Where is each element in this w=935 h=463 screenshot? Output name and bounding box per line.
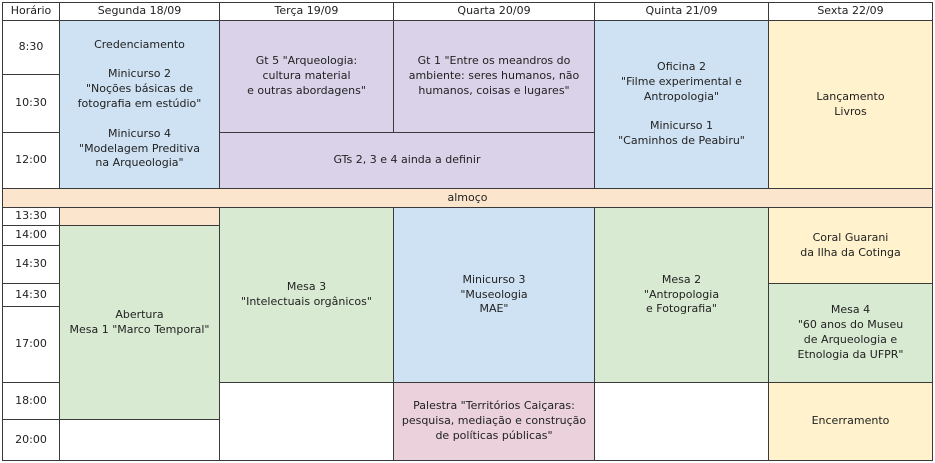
time-slot: 13:30: [2, 207, 60, 226]
event-mesa2: Mesa 2 "Antropologia e Fotografia": [594, 207, 769, 383]
event-closing: Encerramento: [768, 382, 933, 461]
event-mesa4: Mesa 4 "60 anos do Museu de Arqueologia e Etnologia da UFPR": [768, 283, 933, 383]
schedule-table: [2, 2, 933, 461]
empty-cell: [219, 382, 394, 461]
time-slot: 17:00: [2, 306, 60, 383]
time-slot: 10:30: [2, 74, 60, 133]
empty-cell: [59, 419, 220, 461]
event-gts-to-define: GTs 2, 3 e 4 ainda a definir: [219, 132, 595, 189]
time-slot: 14:30: [2, 283, 60, 307]
time-slot: 14:30: [2, 245, 60, 284]
lunch-row: almoço: [2, 188, 933, 208]
event-gt1: Gt 1 "Entre os meandros do ambiente: seres humanos, não humanos, coisas e lugares": [393, 20, 595, 133]
event-gt5: Gt 5 "Arqueologia: cultura material e outras abordagens": [219, 20, 394, 133]
empty-cell: [59, 207, 220, 226]
header-day-tuesday: Terça 19/09: [219, 2, 394, 21]
time-slot: 20:00: [2, 419, 60, 461]
empty-cell: [594, 382, 769, 461]
event-book-launch: Lançamento Livros: [768, 20, 933, 189]
event-minicurso3: Minicurso 3 "Museologia MAE": [393, 207, 595, 383]
time-slot: 14:00: [2, 225, 60, 246]
event-coral-guarani: Coral Guarani da Ilha da Cotinga: [768, 207, 933, 284]
event-monday-morning: Credenciamento Minicurso 2 "Noções básicas de fotografia em estúdio" Minicurso 4 "Modelagem Preditiva na Arqueologia": [59, 20, 220, 189]
event-opening-mesa1: Abertura Mesa 1 "Marco Temporal": [59, 225, 220, 420]
header-day-monday: Segunda 18/09: [59, 2, 220, 21]
time-slot: 18:00: [2, 382, 60, 420]
header-day-thursday: Quinta 21/09: [594, 2, 769, 21]
time-slot: 12:00: [2, 132, 60, 189]
header-day-friday: Sexta 22/09: [768, 2, 933, 21]
time-slot: 8:30: [2, 20, 60, 75]
event-mesa3: Mesa 3 "Intelectuais orgânicos": [219, 207, 394, 383]
header-day-wednesday: Quarta 20/09: [393, 2, 595, 21]
event-palestra: Palestra "Territórios Caiçaras: pesquisa, mediação e construção de políticas públicas": [393, 382, 595, 461]
header-time: Horário: [2, 2, 60, 21]
event-thursday-morning: Oficina 2 "Filme experimental e Antropologia" Minicurso 1 "Caminhos de Peabiru": [594, 20, 769, 189]
